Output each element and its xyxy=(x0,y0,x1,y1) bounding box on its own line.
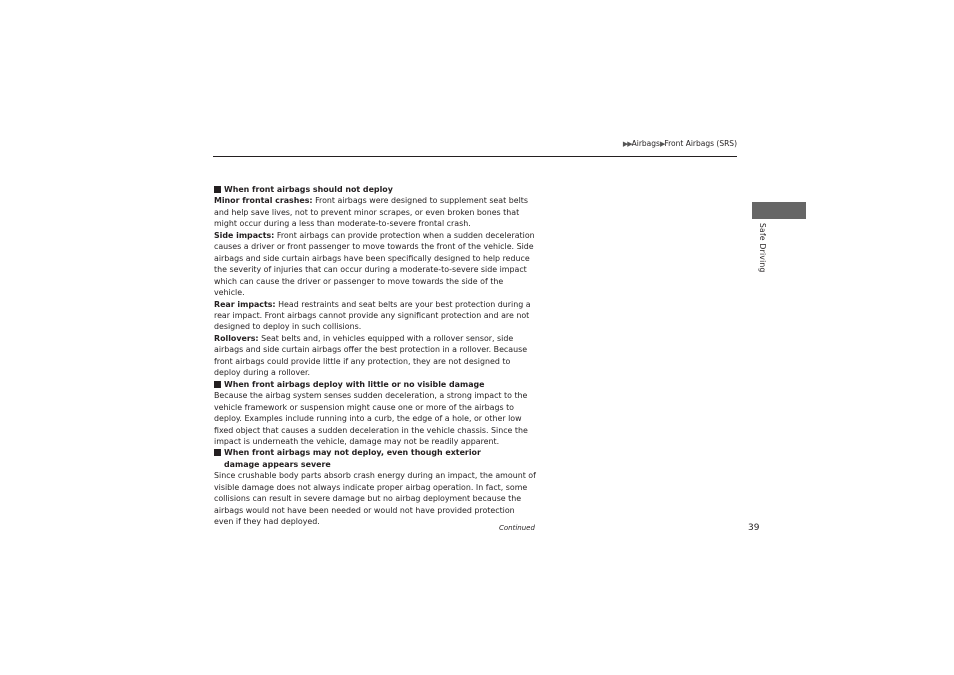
body-text: Head restraints and seat belts are your best protection during a rear impact. Front airbags cannot provide any significant protection and are not designed to deploy in such collisions. xyxy=(214,299,531,332)
section-tab xyxy=(752,202,806,219)
section-heading-may-not-deploy xyxy=(214,447,536,470)
main-content xyxy=(214,184,536,528)
square-bullet-icon xyxy=(214,186,221,193)
header-rule xyxy=(213,156,737,157)
page-number: 39 xyxy=(748,523,760,533)
paragraph-may-not-deploy: Since crushable body parts absorb crash energy during an impact, the amount of visible damage does not always indicate proper airbag operation. In fact, some collisions can result in severe damage but no airbag deployment because the airbags would not have been needed or would not have provided protection even if they had deployed. xyxy=(214,471,536,527)
lead-term: Rear impacts: xyxy=(214,299,276,309)
heading-text: When front airbags may not deploy, even though exterior damage appears severe xyxy=(224,448,481,469)
lead-term: Rollovers: xyxy=(214,333,259,343)
heading-text: When front airbags should not deploy xyxy=(224,185,393,194)
paragraph-rollovers xyxy=(214,333,536,379)
section-tab-label: Safe Driving xyxy=(758,223,767,273)
body-text: Front airbags were designed to supplement seat belts and help save lives, not to prevent minor scrapes, or even broken bones that might occur during a less than moderate-to-severe frontal crash. xyxy=(214,196,528,229)
paragraph-minor-crashes xyxy=(214,195,536,229)
double-arrow-icon: ▶▶ xyxy=(622,140,632,148)
square-bullet-icon xyxy=(214,449,221,456)
square-bullet-icon xyxy=(214,381,221,388)
paragraph-little-damage: Because the airbag system senses sudden deceleration, a strong impact to the vehicle framework or suspension might cause one or more of the airbags to deploy. Examples include running into a curb, the edge of a hole, or other low fixed object that causes a sudden deceleration in the vehicle chassis. Since the impact is underneath the vehicle, damage may not be readily apparent. xyxy=(214,391,528,446)
lead-term: Minor frontal crashes: xyxy=(214,196,313,206)
paragraph-rear-impacts xyxy=(214,299,536,333)
arrow-icon: ▶ xyxy=(659,140,665,148)
breadcrumb-subsection[interactable]: Front Airbags (SRS) xyxy=(664,139,737,148)
body-text: Front airbags can provide protection when a sudden deceleration causes a driver or front passenger to move towards the front of the vehicle. Side airbags and side curtain airbags have been specifically designed to help reduce the severity of injuries that can occur during a moderate-to-severe side impact which can cause the driver or passenger to move towards the side of the vehicle. xyxy=(214,230,535,298)
heading-text: When front airbags deploy with little or no visible damage xyxy=(224,379,485,389)
breadcrumb-section[interactable]: Airbags xyxy=(631,139,660,148)
breadcrumb xyxy=(623,139,737,148)
section-heading-little-damage xyxy=(214,379,536,390)
body-text: Seat belts and, in vehicles equipped with a rollover sensor, side airbags and side curtain airbags offer the best protection in a rollover. Because front airbags could provide little if any protection, they are not designed to deploy during a rollover. xyxy=(214,333,528,378)
lead-term: Side impacts: xyxy=(214,230,275,240)
continued-label: Continued xyxy=(499,524,535,532)
paragraph-side-impacts xyxy=(214,230,536,299)
section-heading-not-deploy xyxy=(214,184,536,195)
